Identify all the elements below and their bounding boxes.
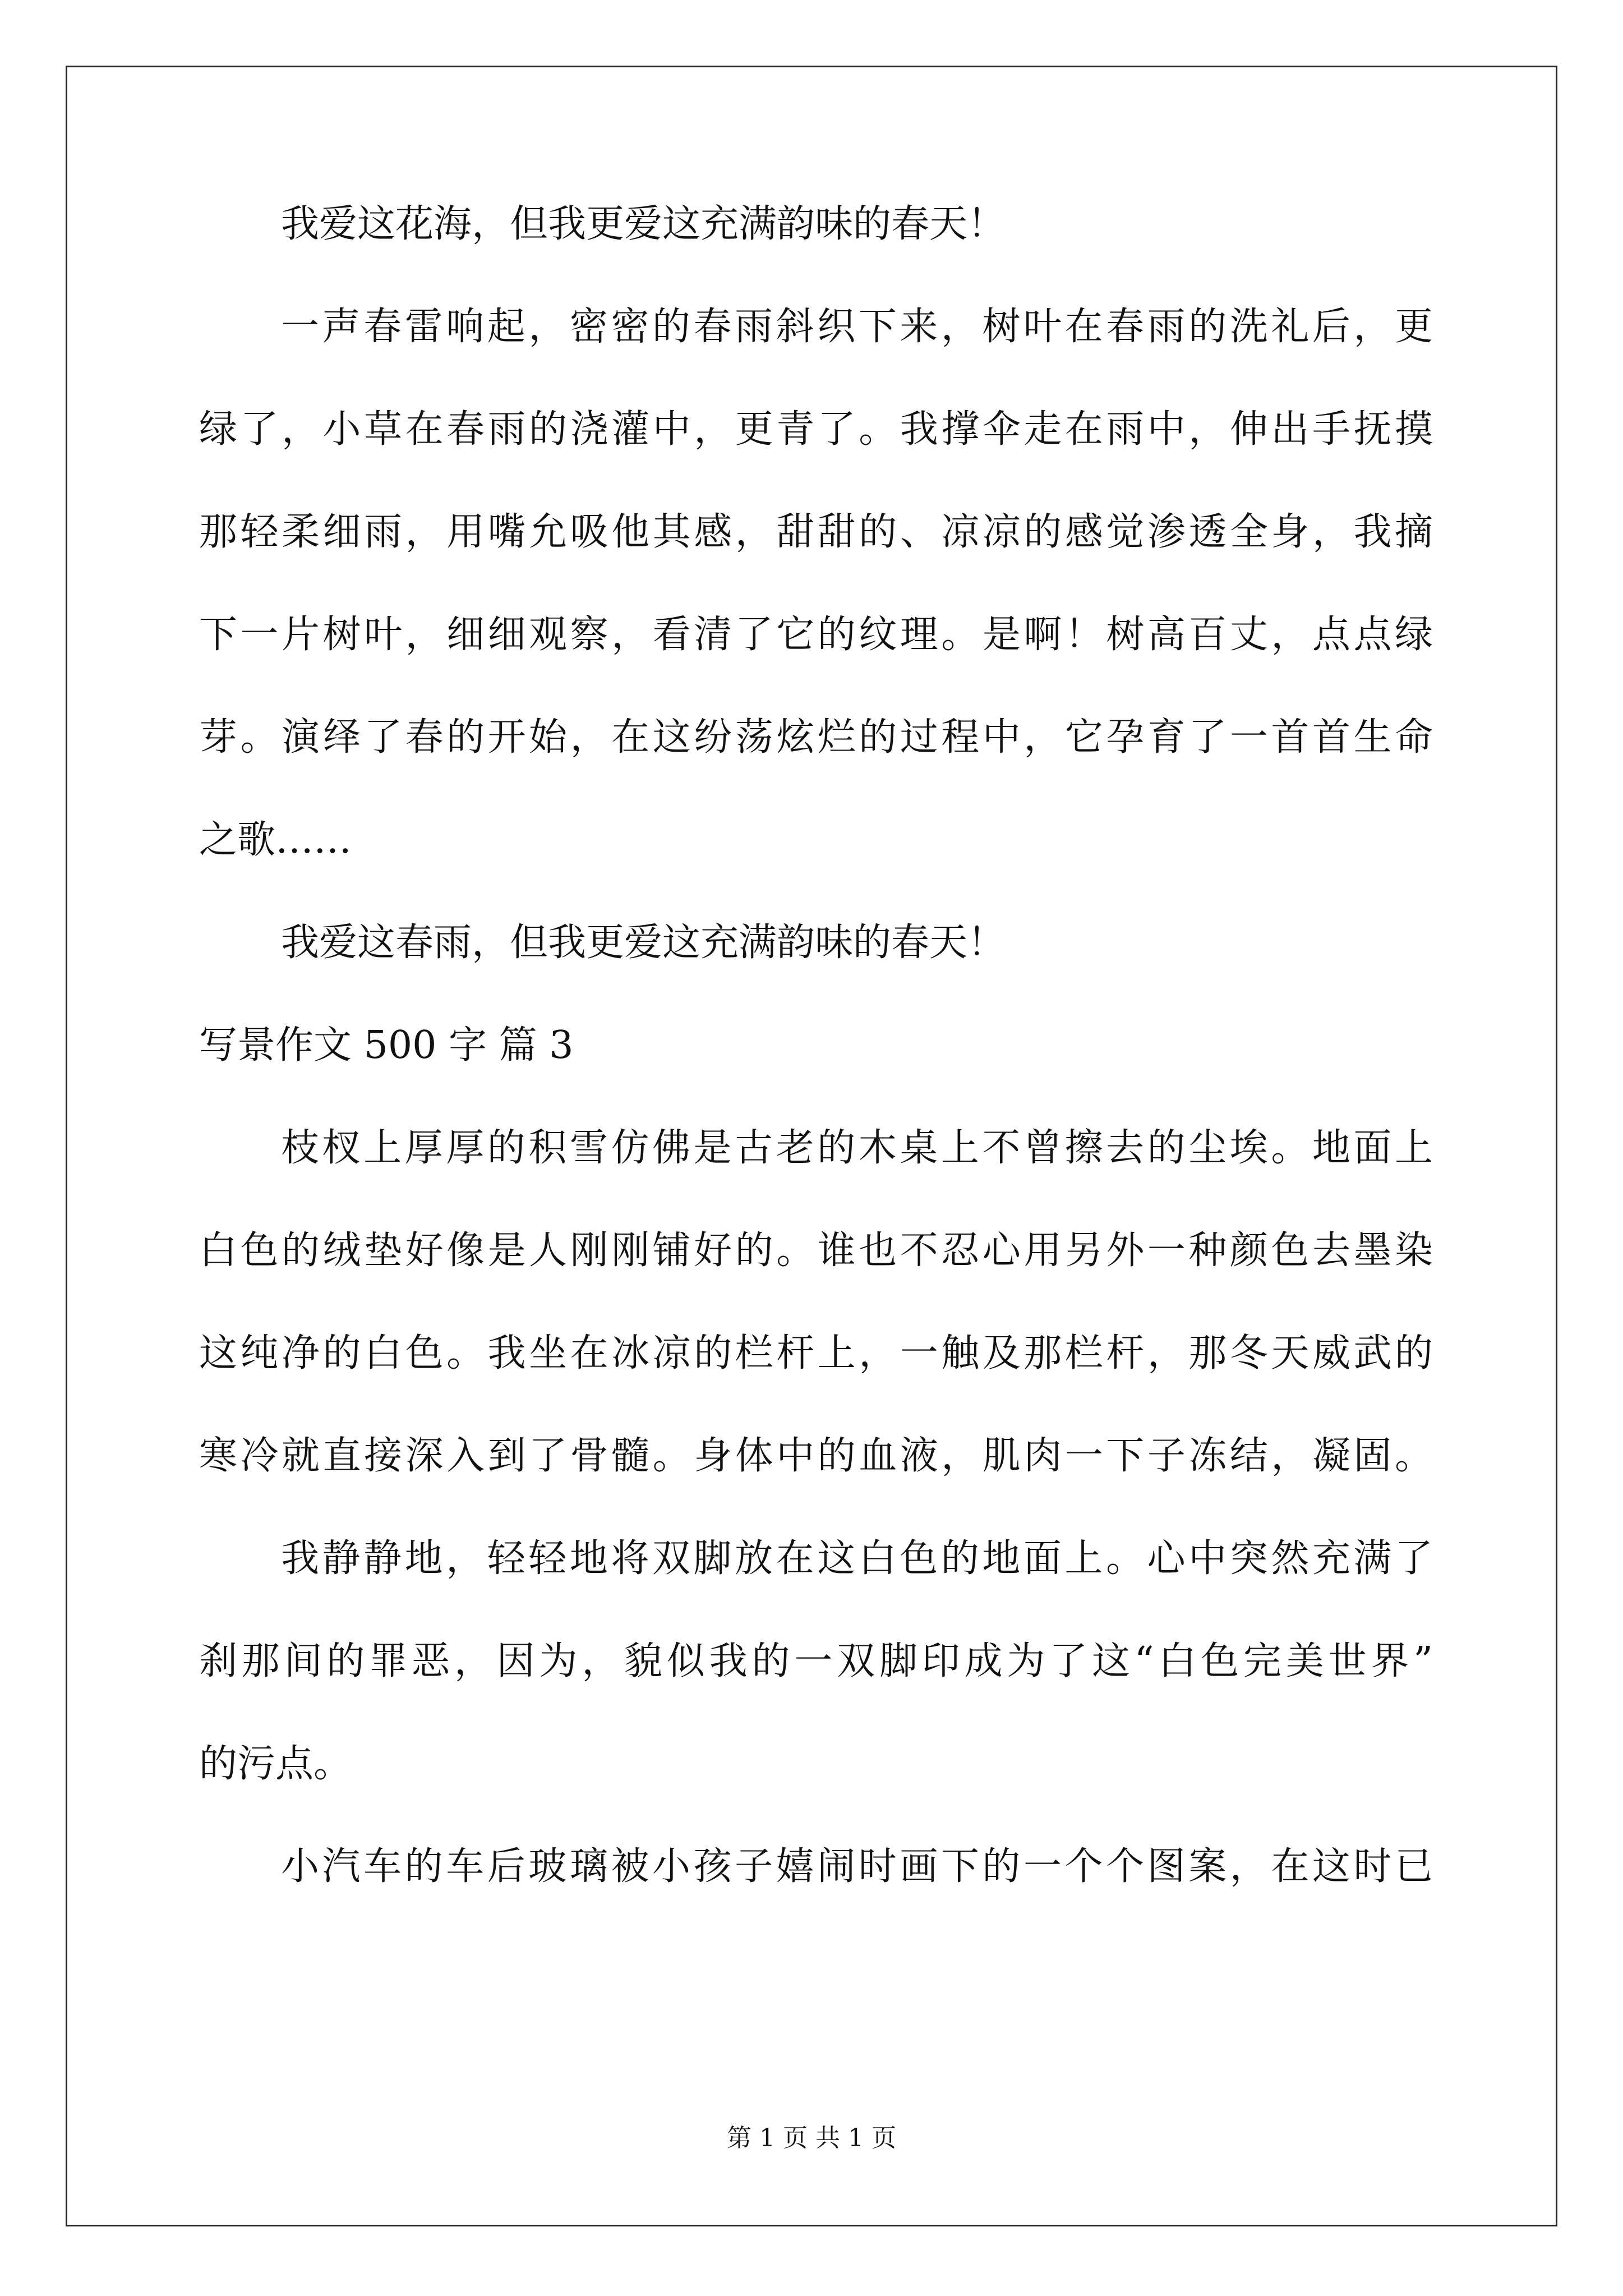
paragraph-line: 寒冷就直接深入到了骨髓。身体中的血液，肌肉一下子冻结，凝固。: [199, 1434, 1433, 1478]
page-footer: 第 1 页 共 1 页: [727, 2124, 896, 2152]
paragraph-line: 之歌……: [199, 818, 352, 862]
paragraph-line: 一声春雷响起，密密的春雨斜织下来，树叶在春雨的洗礼后，更: [281, 305, 1433, 349]
paragraph-line: 绿了，小草在春雨的浇灌中，更青了。我撑伞走在雨中，伸出手抚摸: [199, 407, 1433, 452]
paragraph-line: 白色的绒垫好像是人刚刚铺好的。谁也不忍心用另外一种颜色去墨染: [199, 1228, 1433, 1273]
section-heading: 写景作文 500 字 篇 3: [199, 1023, 574, 1068]
paragraph-line: 我静静地，轻轻地将双脚放在这白色的地面上。心中突然充满了: [281, 1536, 1433, 1581]
paragraph-line: 下一片树叶，细细观察，看清了它的纹理。是啊！树高百丈，点点绿: [199, 613, 1433, 657]
paragraph-line: 这纯净的白色。我坐在冰凉的栏杆上，一触及那栏杆，那冬天威武的: [199, 1331, 1433, 1375]
paragraph-line: 我爱这花海，但我更爱这充满韵味的春天！: [281, 202, 1006, 246]
paragraph-line: 那轻柔细雨，用嘴允吸他其感，甜甜的、凉凉的感觉渗透全身，我摘: [199, 510, 1433, 554]
paragraph-line: 枝杈上厚厚的积雪仿佛是古老的木桌上不曾擦去的尘埃。地面上: [281, 1126, 1433, 1170]
paragraph-line: 芽。演绎了春的开始，在这纷荡炫烂的过程中，它孕育了一首首生命: [199, 715, 1433, 760]
paragraph-line: 小汽车的车后玻璃被小孩子嬉闹时画下的一个个图案，在这时已: [281, 1844, 1433, 1889]
paragraph-line: 我爱这春雨，但我更爱这充满韵味的春天！: [281, 921, 1006, 965]
paragraph-line: 刹那间的罪恶，因为，貌似我的一双脚印成为了这“白色完美世界”: [199, 1639, 1433, 1683]
paragraph-line: 的污点。: [199, 1742, 352, 1786]
